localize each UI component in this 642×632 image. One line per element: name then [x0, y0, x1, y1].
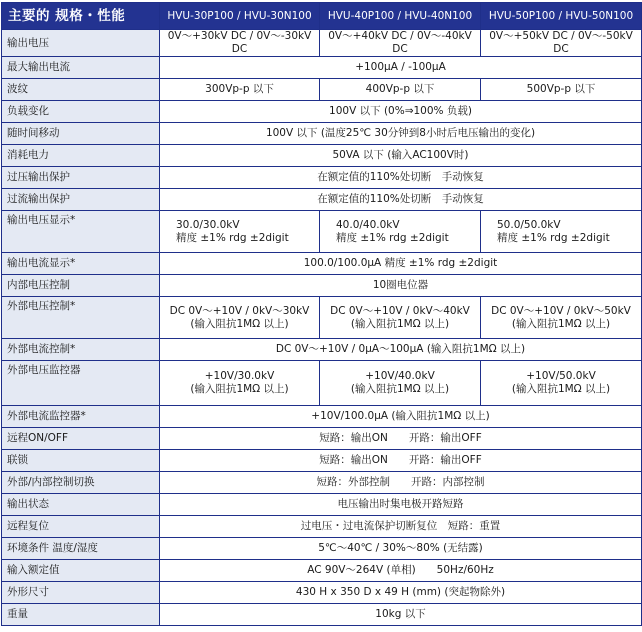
external-voltage-ctrl-50-range: DC 0V～+10V / 0kV～50kV — [491, 304, 631, 317]
value-external-current-monitor: +10V/100.0μA (输入阻抗1MΩ 以上) — [160, 406, 642, 428]
label-remote-reset: 远程复位 — [2, 516, 160, 538]
value-external-voltage-monitor-50 — [481, 361, 642, 406]
row-max-current — [2, 57, 642, 79]
row-external-current-ctrl — [2, 339, 642, 361]
label-external-voltage-monitor: 外部电压监控器 — [2, 361, 160, 406]
value-load-change: 100V 以下 (0%⇒100% 负载) — [160, 101, 642, 123]
value-output-voltage-30: 0V～+30kV DC / 0V～-30kV DC — [160, 30, 320, 57]
label-input-rating: 输入额定值 — [2, 560, 160, 582]
external-voltage-monitor-50-impedance: (输入阻抗1MΩ 以上) — [511, 383, 611, 395]
row-voltage-display — [2, 211, 642, 253]
label-internal-voltage-ctrl: 内部电压控制 — [2, 275, 160, 297]
model-30-header: HVU-30P100 / HVU-30N100 — [160, 3, 320, 30]
voltage-display-50-accuracy: 精度 ±1% rdg ±2digit — [497, 231, 610, 244]
value-ext-int-switch: 短路：外部控制 开路：内部控制 — [160, 472, 642, 494]
value-weight: 10kg 以下 — [160, 604, 642, 626]
label-external-voltage-ctrl: 外部电压控制* — [2, 297, 160, 339]
value-external-voltage-ctrl-30 — [160, 297, 320, 339]
external-voltage-monitor-30-impedance: (输入阻抗1MΩ 以上) — [190, 383, 289, 395]
value-ovp: 在额定值的110%处切断 手动恢复 — [160, 167, 642, 189]
value-input-rating: AC 90V～264V (单相) 50Hz/60Hz — [160, 560, 642, 582]
label-output-voltage: 输出电压 — [2, 30, 160, 57]
label-external-current-monitor: 外部电流监控器* — [2, 406, 160, 428]
value-external-voltage-ctrl-40 — [320, 297, 481, 339]
value-environment: 5℃～40℃ / 30%～80% (无结露) — [160, 538, 642, 560]
external-voltage-monitor-30-ratio: +10V/30.0kV — [204, 370, 275, 382]
external-voltage-ctrl-30-impedance: (输入阻抗1MΩ 以上) — [190, 317, 289, 330]
external-voltage-monitor-50-ratio: +10V/50.0kV — [526, 370, 596, 382]
voltage-display-30-accuracy: 精度 ±1% rdg ±2digit — [176, 231, 289, 244]
label-environment: 环境条件 温度/湿度 — [2, 538, 160, 560]
row-drift — [2, 123, 642, 145]
value-remote-reset: 过电压・过电流保护切断复位 短路：重置 — [160, 516, 642, 538]
external-voltage-monitor-40-ratio: +10V/40.0kV — [365, 370, 435, 382]
row-internal-voltage-ctrl — [2, 275, 642, 297]
value-output-status: 电压输出时集电极开路短路 — [160, 494, 642, 516]
value-ocp: 在额定值的110%处切断 手动恢复 — [160, 189, 642, 211]
value-output-voltage-50: 0V～+50kV DC / 0V～-50kV DC — [481, 30, 642, 57]
value-ripple-50: 500Vp-p 以下 — [481, 79, 642, 101]
voltage-display-40-reading: 40.0/40.0kV — [336, 218, 400, 231]
row-remote-reset — [2, 516, 642, 538]
value-interlock: 短路：输出ON 开路：输出OFF — [160, 450, 642, 472]
label-ocp: 过流输出保护 — [2, 189, 160, 211]
label-voltage-display: 输出电压显示* — [2, 211, 160, 253]
row-ext-int-switch — [2, 472, 642, 494]
row-current-display — [2, 253, 642, 275]
row-environment — [2, 538, 642, 560]
label-power: 消耗电力 — [2, 145, 160, 167]
label-interlock: 联锁 — [2, 450, 160, 472]
model-40-header: HVU-40P100 / HVU-40N100 — [320, 3, 481, 30]
external-voltage-ctrl-50-impedance: (输入阻抗1MΩ 以上) — [511, 317, 611, 330]
spec-title: 主要的 规格・性能 — [2, 3, 160, 30]
value-internal-voltage-ctrl: 10圈电位器 — [160, 275, 642, 297]
voltage-display-40-accuracy: 精度 ±1% rdg ±2digit — [336, 231, 449, 244]
row-weight — [2, 604, 642, 626]
external-voltage-ctrl-40-range: DC 0V～+10V / 0kV～40kV — [330, 304, 470, 317]
row-ovp — [2, 167, 642, 189]
label-load-change: 负载变化 — [2, 101, 160, 123]
label-dimensions: 外形尺寸 — [2, 582, 160, 604]
label-ext-int-switch: 外部/内部控制切换 — [2, 472, 160, 494]
label-ovp: 过压输出保护 — [2, 167, 160, 189]
value-external-voltage-monitor-30 — [160, 361, 320, 406]
label-drift: 随时间移动 — [2, 123, 160, 145]
row-load-change — [2, 101, 642, 123]
row-remote-onoff — [2, 428, 642, 450]
external-voltage-monitor-40-impedance: (输入阻抗1MΩ 以上) — [350, 383, 450, 395]
row-output-voltage — [2, 30, 642, 57]
row-input-rating — [2, 560, 642, 582]
row-ocp — [2, 189, 642, 211]
value-ripple-30: 300Vp-p 以下 — [160, 79, 320, 101]
row-external-voltage-monitor — [2, 361, 642, 406]
label-max-current: 最大输出电流 — [2, 57, 160, 79]
row-ripple — [2, 79, 642, 101]
value-voltage-display-30 — [160, 211, 320, 253]
value-voltage-display-50 — [481, 211, 642, 253]
value-external-current-ctrl: DC 0V～+10V / 0μA～100μA (输入阻抗1MΩ 以上) — [160, 339, 642, 361]
external-voltage-ctrl-40-impedance: (输入阻抗1MΩ 以上) — [350, 317, 450, 330]
voltage-display-30-reading: 30.0/30.0kV — [176, 218, 240, 231]
value-current-display: 100.0/100.0μA 精度 ±1% rdg ±2digit — [160, 253, 642, 275]
value-external-voltage-ctrl-50 — [481, 297, 642, 339]
row-external-voltage-ctrl — [2, 297, 642, 339]
value-output-voltage-40: 0V～+40kV DC / 0V～-40kV DC — [320, 30, 481, 57]
value-max-current: +100μA / -100μA — [160, 57, 642, 79]
spec-table — [1, 2, 642, 626]
external-voltage-ctrl-30-range: DC 0V～+10V / 0kV～30kV — [169, 304, 310, 317]
label-output-status: 输出状态 — [2, 494, 160, 516]
voltage-display-50-reading: 50.0/50.0kV — [497, 218, 561, 231]
row-interlock — [2, 450, 642, 472]
row-output-status — [2, 494, 642, 516]
label-external-current-ctrl: 外部电流控制* — [2, 339, 160, 361]
value-dimensions: 430 H x 350 D x 49 H (mm) (突起物除外) — [160, 582, 642, 604]
label-remote-onoff: 远程ON/OFF — [2, 428, 160, 450]
row-power — [2, 145, 642, 167]
model-50-header: HVU-50P100 / HVU-50N100 — [481, 3, 642, 30]
value-external-voltage-monitor-40 — [320, 361, 481, 406]
value-drift: 100V 以下 (温度25℃ 30分钟到8小时后电压输出的变化) — [160, 123, 642, 145]
label-weight: 重量 — [2, 604, 160, 626]
value-voltage-display-40 — [320, 211, 481, 253]
row-dimensions — [2, 582, 642, 604]
value-ripple-40: 400Vp-p 以下 — [320, 79, 481, 101]
header-row — [2, 3, 642, 30]
value-remote-onoff: 短路：输出ON 开路：输出OFF — [160, 428, 642, 450]
value-power: 50VA 以下 (输入AC100V时) — [160, 145, 642, 167]
label-ripple: 波纹 — [2, 79, 160, 101]
label-current-display: 输出电流显示* — [2, 253, 160, 275]
row-external-current-monitor — [2, 406, 642, 428]
